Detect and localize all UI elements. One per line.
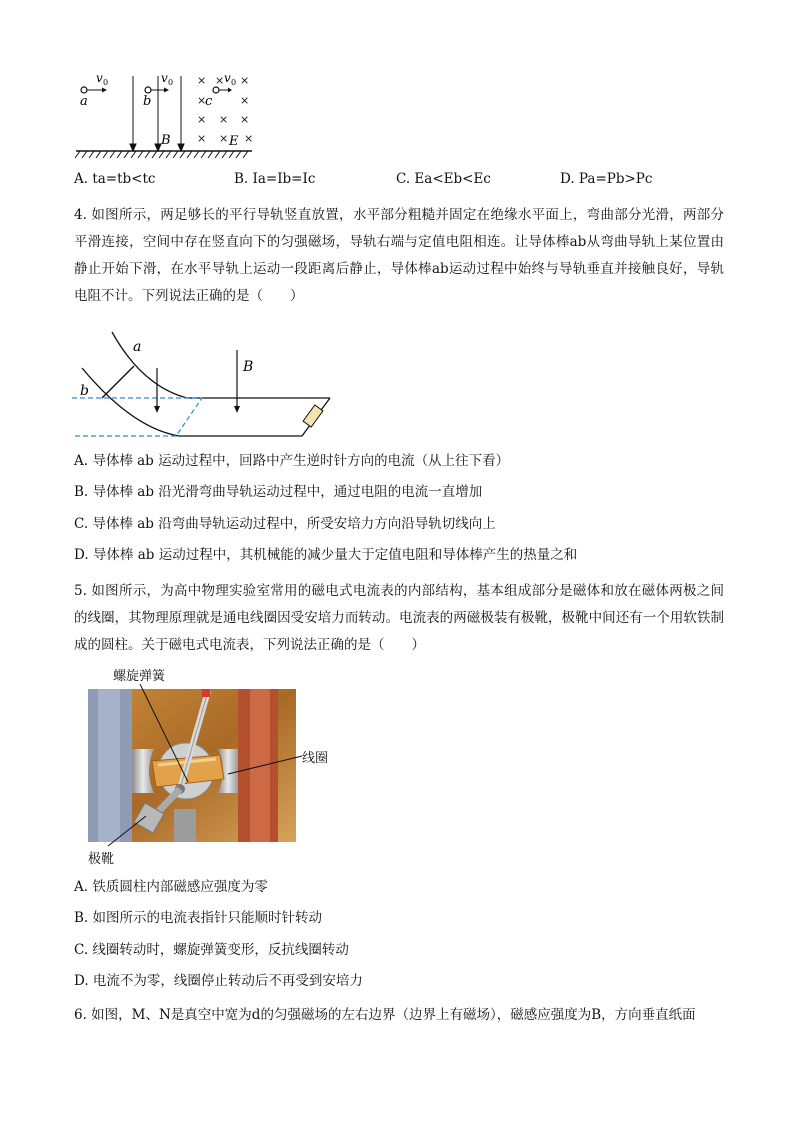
q3-option-b: B. Ia=Ib=Ic [234,171,316,187]
svg-text:0: 0 [103,78,109,87]
q4-label-b: b [80,383,89,399]
q4-option-d: D. 导体棒 ab 运动过程中，其机械能的减少量大于定值电阻和导体棒产生的热量之和 [74,547,578,563]
svg-text:×: × [219,132,229,145]
label-c: c [205,94,213,109]
label-b: b [143,94,152,109]
svg-text:v: v [224,71,231,85]
label-a: a [80,94,88,109]
q3-option-d: D. Pa=Pb>Pc [560,171,653,187]
q3-option-a: A. ta=tb<tc [74,171,156,187]
resistor [303,405,323,427]
svg-text:×: × [197,113,207,126]
q5-option-b: B. 如图所示的电流表指针只能顺时针转动 [74,910,323,926]
particle-b [145,87,151,93]
q4-stem: 4. 如图所示，两足够长的平行导轨竖直放置，水平部分粗糙并固定在绝缘水平面上，弯曲部分光滑，两部分平滑连接，空间中存在竖直向下的匀强磁场，导轨右端与定值电阻相连。让导体棒ab从弯曲导轨上某位置由静止开始下滑，在水平导轨上运动一段距离后静止，导体棒ab运动过程中始终与导轨垂直并接触良好，导轨电阻不计。下列说法正确的是（ ） [74,207,724,304]
q4-label-a: a [133,339,142,355]
particle-a [81,87,87,93]
svg-text:×: × [240,94,250,107]
svg-text:v: v [96,71,103,85]
svg-text:×: × [197,132,207,145]
q5-leader-lines [60,670,320,860]
q5-label-coil: 线圈 [302,751,329,766]
svg-text:×: × [240,74,250,87]
q5-option-c: C. 线圈转动时，螺旋弹簧变形，反抗线圈转动 [74,942,349,958]
svg-text:v: v [161,71,168,85]
svg-text:×: × [219,113,229,126]
q4-option-c: C. 导体棒 ab 沿弯曲导轨运动过程中，所受安培力方向沿导轨切线向上 [74,516,496,532]
svg-text:×: × [240,113,250,126]
label-E: E [229,134,239,149]
q3-figure [70,68,260,160]
rod-ab [102,366,134,398]
q5-label-spring: 螺旋弹簧 [113,669,166,684]
svg-text:×: × [215,74,225,87]
q3-options [74,171,714,191]
svg-text:×: × [197,74,207,87]
svg-text:×: × [244,132,254,145]
q5-option-a: A. 铁质圆柱内部磁感应强度为零 [74,879,268,895]
q5-option-d: D. 电流不为零，线圈停止转动后不再受到安培力 [74,973,363,989]
q5-stem: 5. 如图所示，为高中物理实验室常用的磁电式电流表的内部结构，基本组成部分是磁体和放在磁体两极之间的线圈，其物理原理就是通电线圈因受安培力而转动。电流表的两磁极装有极靴，极靴中间还有一个用软铁制成的圆柱。关于磁电式电流表，下列说法正确的是（ ） [74,583,724,653]
q3-option-c: C. Ea<Eb<Ec [396,171,491,187]
svg-text:0: 0 [168,78,174,87]
svg-text:0: 0 [231,78,237,87]
q6-stem: 6. 如图，M、N是真空中宽为d的匀强磁场的左右边界（边界上有磁场），磁感应强度为B，方向垂直纸面 [74,1007,696,1023]
particle-c [213,87,219,93]
q5-label-shoe: 极靴 [88,852,115,867]
svg-text:×: × [197,94,207,107]
q4-figure [72,328,342,442]
q4-label-B: B [243,359,254,375]
q4-option-a: A. 导体棒 ab 运动过程中，回路中产生逆时针方向的电流（从上往下看） [74,453,510,469]
q4-option-b: B. 导体棒 ab 沿光滑弯曲导轨运动过程中，通过电阻的电流一直增加 [74,484,483,500]
label-B: B [161,133,171,148]
